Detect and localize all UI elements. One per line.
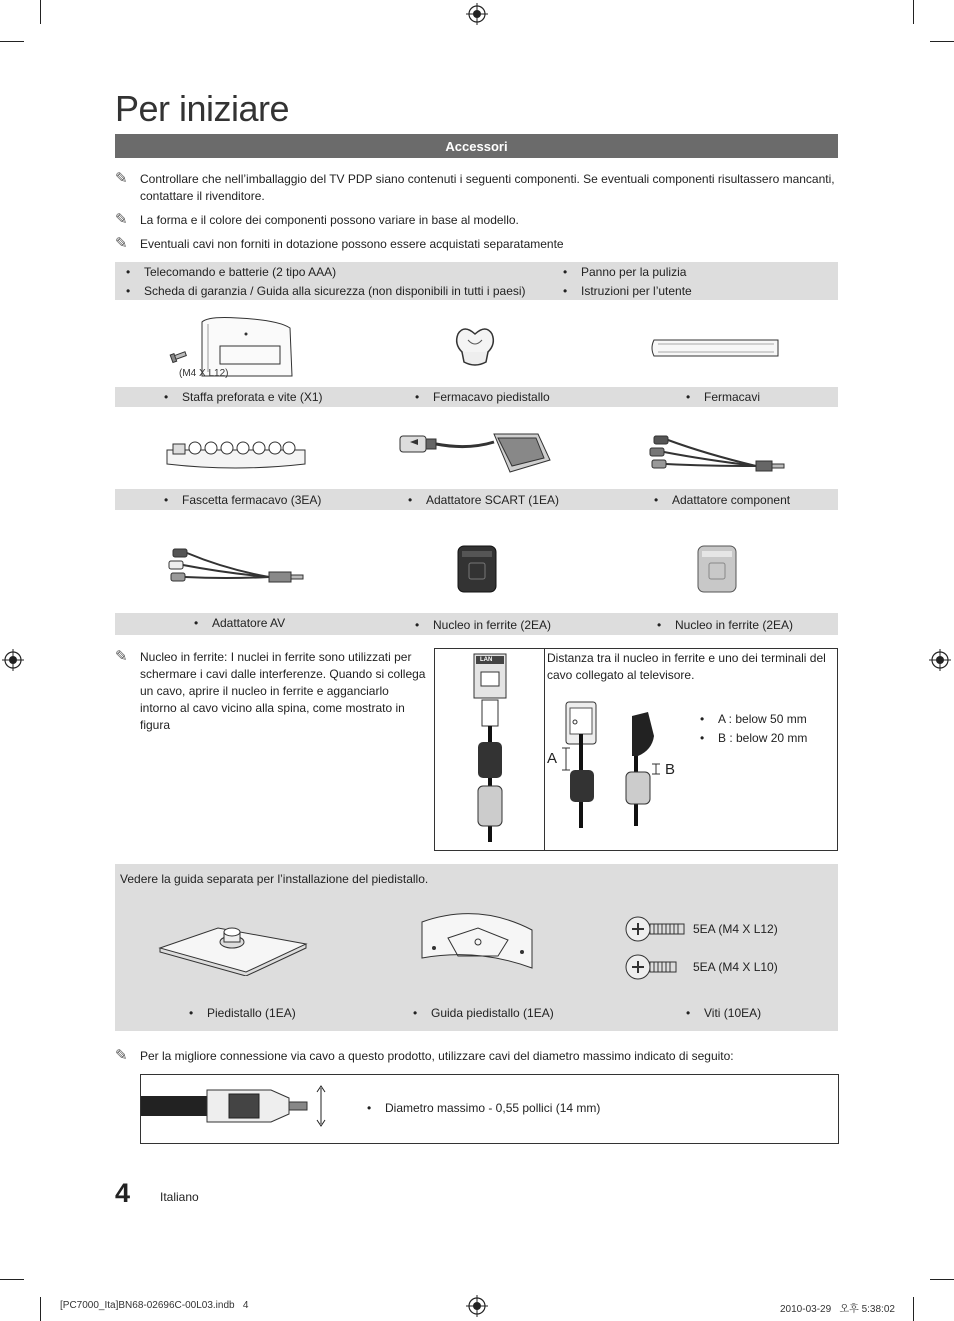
item-label: • Staffa preforata e vite (X1) xyxy=(164,390,323,404)
footer-file: [PC7000_Ita]BN68-02696C-00L03.indb 4 xyxy=(60,1300,249,1311)
item-label: • Adattatore component xyxy=(654,493,790,507)
included-item: • Telecomando e batterie (2 tipo AAA) xyxy=(126,265,336,279)
stand-guide-illustration xyxy=(418,908,538,978)
item-label: • Fermacavi xyxy=(686,390,760,404)
cable-note xyxy=(115,1048,838,1065)
page-number: 4 xyxy=(115,1178,131,1208)
distance-b-illustration xyxy=(622,712,668,828)
crop-mark xyxy=(40,1297,41,1321)
note xyxy=(115,212,838,229)
registration-mark-icon xyxy=(2,649,24,671)
pencil-note-icon: ✎ xyxy=(115,170,128,187)
crop-mark xyxy=(913,1297,914,1321)
crop-mark xyxy=(0,1279,24,1280)
stand-guide-text: Vedere la guida separata per l’installazione del piedistallo. xyxy=(120,872,429,886)
av-adapter-illustration xyxy=(165,545,307,589)
section-header: Accessori xyxy=(115,134,838,158)
screw-a-label: 5EA (M4 X L12) xyxy=(693,922,778,936)
note-text: Controllare che nell’imballaggio del TV PDP siano contenuti i seguenti componenti. Se eventuali componenti risultassero mancanti, contattare il rivenditore. xyxy=(140,172,835,203)
screw-size-label: (M4 X L12) xyxy=(179,368,229,379)
component-adapter-illustration xyxy=(646,432,788,476)
distance-a-illustration xyxy=(558,700,608,830)
note xyxy=(115,171,838,205)
ferrite-box-divider xyxy=(544,649,545,850)
ferrite-core-black-illustration xyxy=(455,543,499,595)
item-label: • Nucleo in ferrite (2EA) xyxy=(415,618,551,632)
stand-cable-holder-illustration xyxy=(450,322,500,370)
registration-mark-icon xyxy=(466,1295,488,1317)
distance-text: Distanza tra il nucleo in ferrite e uno dei terminali del cavo collegato al televisore. xyxy=(547,651,826,682)
screw-b-label: 5EA (M4 X L10) xyxy=(693,960,778,974)
screw-b-icon xyxy=(624,952,680,982)
item-label: • Adattatore AV xyxy=(194,616,285,630)
crop-mark xyxy=(0,41,24,42)
registration-mark-icon xyxy=(466,3,488,25)
ferrite-note xyxy=(115,649,427,734)
lan-port-label: LAN xyxy=(480,657,493,663)
item-label: • Fermacavo piedistallo xyxy=(415,390,550,404)
pencil-note-icon: ✎ xyxy=(115,211,128,228)
footer-date: 2010-03-29 오후 5:38:02 xyxy=(780,1304,895,1315)
cable-note-text: Per la migliore connessione via cavo a questo prodotto, utilizzare cavi del diametro massimo indicato di seguito: xyxy=(140,1049,734,1063)
included-item: • Panno per la pulizia xyxy=(563,265,686,279)
note-text: La forma e il colore dei componenti possono variare in base al modello. xyxy=(140,213,519,227)
included-item: • Scheda di garanzia / Guida alla sicurezza (non disponibili in tutti i paesi) xyxy=(126,284,526,298)
page-title: Per iniziare xyxy=(115,88,290,129)
cable-plug-illustration xyxy=(141,1084,331,1128)
item-label: • Fascetta fermacavo (3EA) xyxy=(164,493,321,507)
registration-mark-icon xyxy=(929,649,951,671)
item-label: • Viti (10EA) xyxy=(686,1006,761,1020)
item-label: • Piedistallo (1EA) xyxy=(189,1006,296,1020)
included-item: • Istruzioni per l’utente xyxy=(563,284,692,298)
scart-adapter-illustration xyxy=(398,430,554,476)
cable-spec: • Diametro massimo - 0,55 pollici (14 mm) xyxy=(367,1101,600,1115)
lan-ferrite-illustration xyxy=(470,652,510,844)
item-label: • Nucleo in ferrite (2EA) xyxy=(657,618,793,632)
screw-a-icon xyxy=(624,914,686,944)
cable-tie-illustration xyxy=(650,334,782,364)
crop-mark xyxy=(930,1279,954,1280)
label-b: B xyxy=(665,761,676,778)
distance-spec: • B : below 20 mm xyxy=(700,731,807,745)
ferrite-core-gray-illustration xyxy=(695,543,739,595)
label-a: A xyxy=(547,750,558,767)
item-label: • Guida piedistallo (1EA) xyxy=(413,1006,554,1020)
crop-mark xyxy=(930,41,954,42)
crop-mark xyxy=(40,0,41,24)
pencil-note-icon: ✎ xyxy=(115,1047,128,1064)
distance-spec: • A : below 50 mm xyxy=(700,712,807,726)
pencil-note-icon: ✎ xyxy=(115,235,128,252)
ferrite-note-text: Nucleo in ferrite: I nuclei in ferrite sono utilizzati per schermare i cavi dalle interferenze. Quando si collega un cavo, aprire il nucleo in ferrite e agganciarlo intorno al cavo vicino alla spina, come mostrato in figura xyxy=(140,650,426,732)
cable-clamp-illustration xyxy=(165,432,310,472)
pencil-note-icon: ✎ xyxy=(115,648,128,665)
note xyxy=(115,236,838,253)
crop-mark xyxy=(913,0,914,24)
stand-base-illustration xyxy=(158,920,308,976)
note-text: Eventuali cavi non forniti in dotazione possono essere acquistati separatamente xyxy=(140,237,564,251)
footer-language: Italiano xyxy=(160,1190,199,1204)
item-label: • Adattatore SCART (1EA) xyxy=(408,493,559,507)
